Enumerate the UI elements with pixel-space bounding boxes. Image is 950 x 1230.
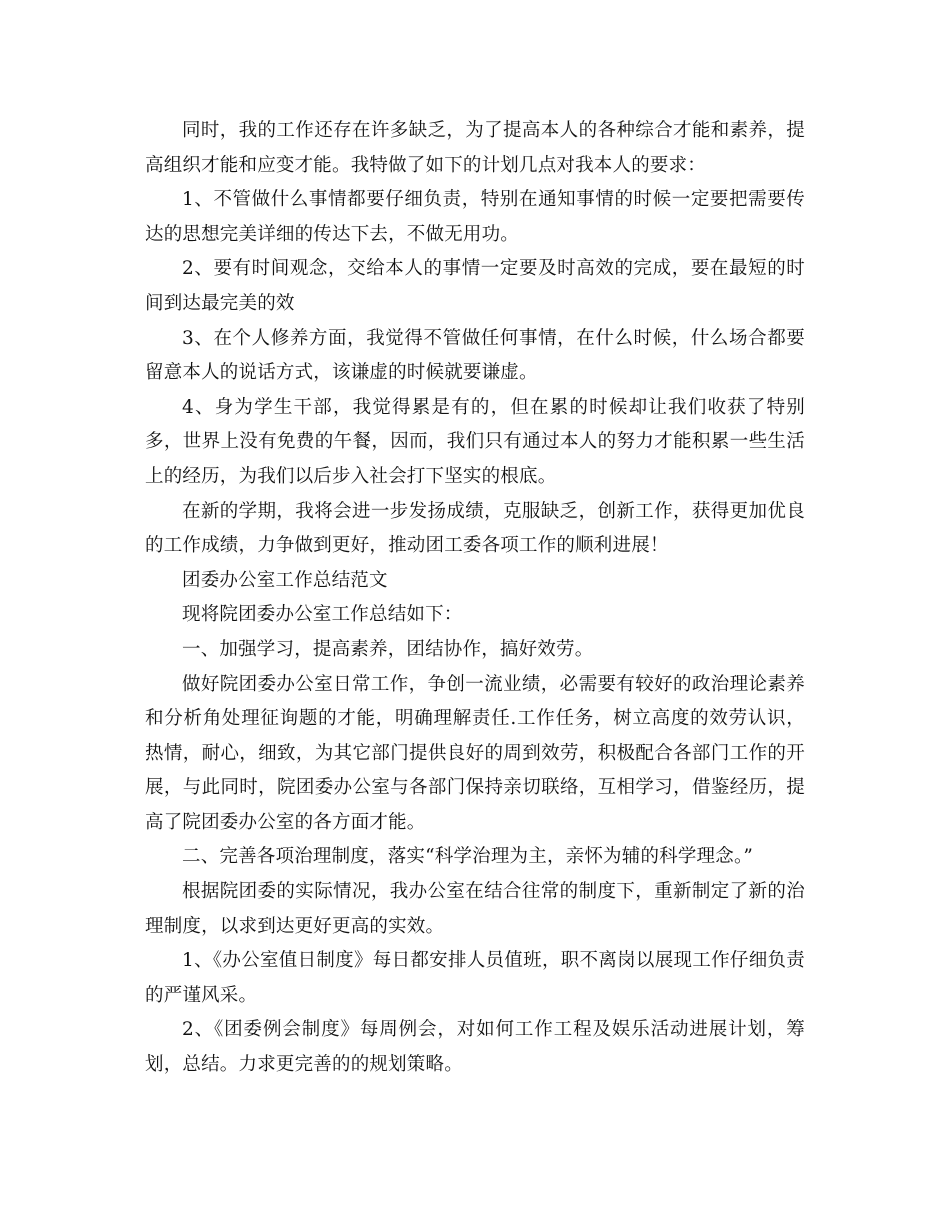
- section-heading: 一、加强学习，提高素养，团结协作，搞好效劳。: [182, 638, 594, 660]
- paragraph: 4、身为学生干部，我觉得累是有的，但在累的时候却让我们收获了特别多，世界上没有免费的午餐，因而，我们只有通过本人的努力才能积累一些生活上的经历，为我们以后步入社会打下坚实的根底。: [145, 396, 805, 487]
- paragraph: 1、《办公室值日制度》每日都安排人员值班，职不离岗以展现工作仔细负责的严谨风采。: [145, 950, 805, 1006]
- paragraph: 现将院团委办公室工作总结如下：: [182, 604, 463, 626]
- document-body: [145, 114, 805, 1083]
- paragraph: 2、《团委例会制度》每周例会，对如何工作工程及娱乐活动进展计划，筹划，总结。力求更完善的的规划策略。: [145, 1019, 805, 1076]
- section-heading: 团委办公室工作总结范文: [182, 569, 388, 591]
- paragraph: 同时，我的工作还存在许多缺乏，为了提高本人的各种综合才能和素养，提高组织才能和应变才能。我特做了如下的计划几点对我本人的要求：: [145, 120, 805, 176]
- paragraph: 2、要有时间观念，交给本人的事情一定要及时高效的完成，要在最短的时间到达最完美的效: [145, 258, 805, 314]
- paragraph: 3、在个人修养方面，我觉得不管做任何事情，在什么时候，什么场合都要留意本人的说话方式，该谦虚的时候就要谦虚。: [145, 327, 805, 384]
- section-heading: 二、完善各项治理制度，落实“科学治理为主，亲怀为辅的科学理念。”: [182, 846, 754, 868]
- paragraph: 1、不管做什么事情都要仔细负责，特别在通知事情的时候一定要把需要传达的思想完美详细的传达下去，不做无用功。: [145, 189, 805, 245]
- paragraph: 做好院团委办公室日常工作，争创一流业绩，必需要有较好的政治理论素养和分析角处理征询题的才能，明确理解责任.工作任务，树立高度的效劳认识，热情，耐心，细致，为其它部门提供良好的周到效劳，积极配合各部门工作的开展，与此同时，院团委办公室与各部门保持亲切联络，互相学习，借鉴经历，提高了院团委办公室的各方面才能。: [145, 673, 805, 833]
- paragraph: 根据院团委的实际情况，我办公室在结合往常的制度下，重新制定了新的治理制度，以求到达更好更高的实效。: [145, 881, 805, 937]
- paragraph: 在新的学期，我将会进一步发扬成绩，克服缺乏，创新工作，获得更加优良的工作成绩，力争做到更好，推动团工委各项工作的顺利进展！: [145, 500, 805, 557]
